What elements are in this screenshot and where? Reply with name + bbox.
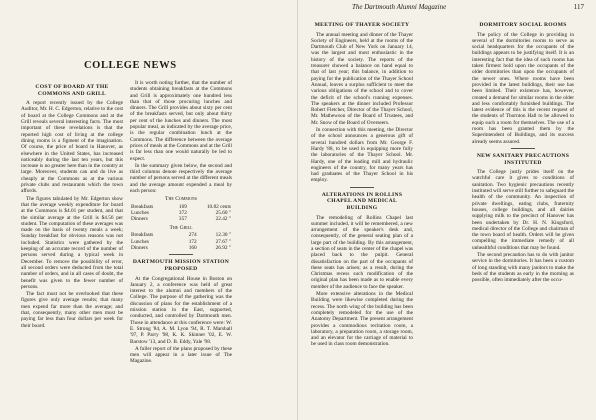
cost-paragraph: It is worth noting further, that the number of students obtaining breakfasts at the Commons and Grill is approximately one hundred less than that of those procuring lunches and dinners. The Grill provides about sixty per cent of the breakfasts served, but only about thirty per cent of the lunches and dinners. The most popular meal, as indicated by the average price, is the regular combination lunch at the Commons. The difference between the average prices of meals at the Commons and at the Grill is far less than one would naturally be led to expect. <box>130 80 232 162</box>
commons-table-caption: The Commons <box>165 196 197 203</box>
running-header <box>352 3 584 11</box>
sanitary-paragraph: The College justly prides itself on the watchful care it gives to conditions of sanitation. Two hygienic precautions recently instituted will serve still further to safeguard the health of the community. An inspection of private dwellings, eating clubs, fraternity houses, college buildings, and all dairies supplying milk to the precinct of Hanover has been undertaken by Dr. H. N. Kingsford, medical director of the College and chairman of the town board of health. Orders will be given compelling the immediate remedy of all unhealthful conditions that may be found. <box>472 169 574 251</box>
divider <box>511 148 535 149</box>
amount-cell: 27.67 " <box>215 238 231 245</box>
cost-paragraph: The fact must not be overlooked that these figures give only average results; that many men expend far more than the average; and that, consequently, many other men must be paying far less than four dollars per week for their board. <box>21 291 123 329</box>
column-3 <box>311 18 413 349</box>
table-row <box>130 216 232 222</box>
dormitory-paragraph: The policy of the College in providing in several of the dormitories rooms to serve as social headquarters for the occupants of the buildings appears to be justifying itself. It is an interesting fact that the idea of such rooms has taken firmest hold upon the occupants of the older dormitories than upon the occupants of the newer ones. Where rooms have been provided in the latest buildings, their use has been limited. Their existence has, however, created a demand for similar rooms in the older and less comfortably furnished buildings. The latest evidence of this is the recent request of the students of Thornton Hall to be allowed to equip such a room for themselves. The use of a room has been granted them by the Superintendent of Buildings, and its success already seems assured. <box>472 31 574 145</box>
thayer-heading: MEETING OF THAYER SOCIETY <box>314 22 410 28</box>
meal-cell: Lunches <box>131 210 149 217</box>
sanitary-paragraph: The second precaution has to do with janitor service in the dormitories. It has been a custom of long standing with many janitors to make the beds of the students as early in the morning as possible, often immediately after the occu- <box>472 251 574 284</box>
table-row <box>130 245 232 251</box>
persons-cell: 160 <box>188 244 197 251</box>
meal-cell: Breakfasts <box>131 203 154 210</box>
persons-cell: 372 <box>178 210 187 217</box>
sanitary-heading: NEW SANITARY PRECAUTIONS INSTITUTED <box>476 152 570 166</box>
grill-table <box>130 232 232 251</box>
section-title: COLLEGE NEWS <box>84 60 177 71</box>
rollins-paragraph: More extensive alterations in the Medical Building were likewise completed during the recess. The north wing of the building has been completely remodeled for the use of the Anatomy Department. The present arrangement provides a commodious recitation room, a laboratory, a preparation room, a storage room, and an elevator for the carriage of material to be used in class room demonstration. <box>311 291 413 348</box>
meal-cell: Dinners <box>131 244 148 251</box>
persons-cell: 172 <box>188 238 197 245</box>
column-2 <box>130 80 232 366</box>
grill-table-caption: The Grill <box>169 224 193 231</box>
meal-cell: Dinners <box>131 216 148 223</box>
divider <box>350 187 374 188</box>
meal-cell: Breakfasts <box>131 232 154 239</box>
rollins-paragraph: The remodeling of Rollins Chapel last summer included, it will be remembered, a new arrangement of the speaker's desk and, consequently, of the general seating plan of a large part of the building. By this arrangement, a section of seats in the center of the chapel was placed back to the pulpit. General dissatisfaction on the part of the occupants of these seats has arisen; as a result, during the Christmas recess such modification of the original plan has been made as to enable every member of the audience to face the speaker. <box>311 214 413 290</box>
thayer-paragraph: In connection with this meeting, the Director of the school announces a generous gift of several hundred dollars from Mr. George F. Hardy '88, to be used in equipping more fully the laboratories of the Thayer School. Mr. Hardy, one of the leading mill and hydraulic engineers of the country, for many years has had graduates of the Thayer School in his employ. <box>311 127 413 184</box>
persons-cell: 169 <box>178 203 187 210</box>
meal-cell: Lunches <box>131 238 149 245</box>
rollins-heading: ALTERATIONS IN ROLLINS CHAPEL AND MEDICAL BUILDING <box>321 191 403 211</box>
column-1 <box>21 80 123 330</box>
amount-cell: 12.30 " <box>215 232 231 239</box>
dormitory-heading: DORMITORY SOCIAL ROOMS <box>479 22 567 28</box>
persons-cell: 274 <box>188 232 197 239</box>
page-gutter <box>297 0 298 420</box>
amount-cell: 25.60 " <box>215 210 231 217</box>
mission-heading: DARTMOUTH MISSION STATION PROPOSED <box>132 259 230 272</box>
column-4 <box>472 18 574 284</box>
commons-table <box>130 204 232 223</box>
thayer-paragraph: The annual meeting and dinner of the Thayer Society of Engineers, held at the rooms of the Dartmouth Club of New York on January 14, was the largest and most enthusiastic in the history of the society. The reports of the treasurer showed a balance on hand equal to that of last year; this balance, in addition to paying for the publication of the Thayer School Annual, leaves a surplus sufficient to meet the various obligations of the school and to cover the deficit of the school's running expenses. The speakers at the dinner included Professor Robert Fletcher, Director of the Thayer School, Mr. Mathewson of the Board of Trustees, and Mr. Snow of the Board of Overseers. <box>311 31 413 126</box>
magazine-title: The Dartmouth Alumni Magazine <box>352 3 447 11</box>
amount-cell: 10.82 cents <box>206 203 231 210</box>
mission-paragraph: At the Congregational House in Boston on January 2, a conference was held of great interest to the alumni and members of the College. The purpose of the gathering was the discussion of plans for the establishment of a mission station in the East, supported, conducted, and controlled by Dartmouth men. Those in attendance at this conference were: W. E. Strong '84, A. M. Lyon '94, R. T. Marshall '97, P. Parry '98, K. K. Skinner '02, E. W. Barstow '13, and D. B. Eddy, Yale '98. <box>130 275 232 345</box>
cost-heading: COST OF BOARD AT THE COMMONS AND GRILL <box>35 84 109 97</box>
cost-paragraph: The figures tabulated by Mr. Edgerton show that the average weekly expenditure for board at the Commons is $4.01 per student, and that the similar average at the Grill is $4.56 per student. The computation of these averages was made on the basis of twenty meals a week; Sunday breakfast for obvious reasons was not included. Statistics were gathered by the keeping of an accurate record of the number of persons served during a typical week in December. To remove the possibility of error, all second orders were deducted from the total number of orders, and in all cases of doubt, the benefit was given to the fewer number of persons. <box>21 195 123 290</box>
mission-paragraph: A fuller report of the plans proposed by these men will appear in a later issue of The Magazine. <box>130 345 232 365</box>
cost-paragraph: A report recently issued by the College Auditor, Mr. H. C. Edgerton, relative to the cost of board at the College Commons and at the Grill reveals several interesting facts. The most important of these revelations is that the reported high cost of living at the college dining rooms is a figment of the imagination. Of course, the price of board in Hanover, as elsewhere in the United States, has increased noticeably during the last ten years, but this increase is no greater here than in the country at large. Moreover, students can and do live as cheaply at the Commons as at the various private clubs and restaurants which the town affords. <box>21 100 123 195</box>
page-number: 117 <box>573 3 584 11</box>
amount-cell: 22.42 " <box>215 216 231 223</box>
persons-cell: 357 <box>178 216 187 223</box>
amount-cell: 26.92 " <box>215 244 231 251</box>
divider <box>169 254 193 255</box>
cost-paragraph: In the summary given below, the second and third columns denote respectively the average number of persons served at the different meals and the average amount expended a meal by each person: <box>130 162 232 195</box>
